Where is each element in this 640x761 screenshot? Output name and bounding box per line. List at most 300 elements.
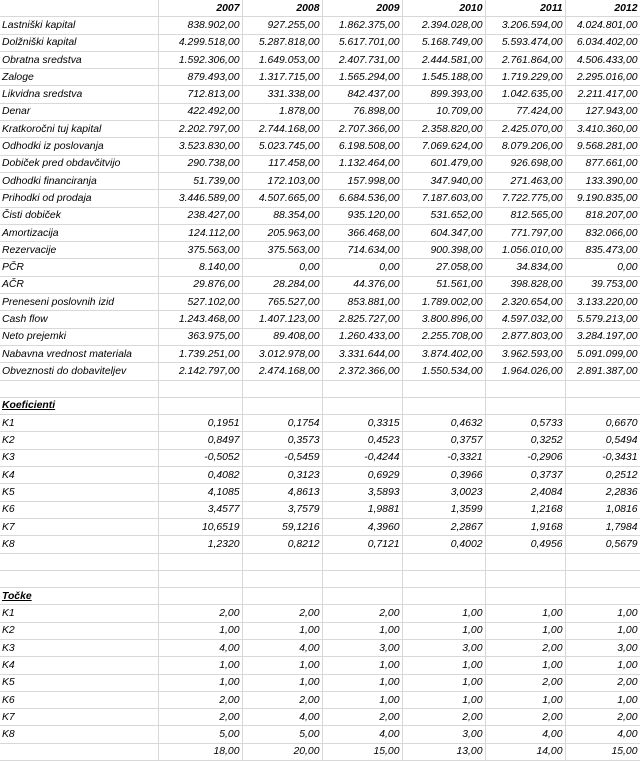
value-cell[interactable]: 2.877.803,00 bbox=[485, 328, 565, 345]
value-cell[interactable]: 39.753,00 bbox=[565, 276, 640, 293]
value-cell[interactable]: 5,00 bbox=[158, 726, 242, 743]
value-cell[interactable]: 0,1754 bbox=[242, 415, 322, 432]
value-cell[interactable]: 347.940,00 bbox=[402, 172, 485, 189]
value-cell[interactable]: 10.709,00 bbox=[402, 103, 485, 120]
value-cell[interactable]: 0,5679 bbox=[565, 536, 640, 553]
value-cell[interactable]: 1,00 bbox=[242, 674, 322, 691]
value-cell[interactable]: 832.066,00 bbox=[565, 224, 640, 241]
value-cell[interactable]: 2.444.581,00 bbox=[402, 51, 485, 68]
row-label-cell[interactable]: Prihodki od prodaja bbox=[0, 190, 158, 207]
value-cell[interactable]: 1,00 bbox=[322, 674, 402, 691]
value-cell[interactable]: 1,00 bbox=[242, 622, 322, 639]
value-cell[interactable]: 2.394.028,00 bbox=[402, 17, 485, 34]
value-cell[interactable]: 812.565,00 bbox=[485, 207, 565, 224]
empty-cell[interactable] bbox=[402, 588, 485, 605]
empty-cell[interactable] bbox=[485, 380, 565, 397]
row-label-cell[interactable]: Obveznosti do dobaviteljev bbox=[0, 363, 158, 380]
value-cell[interactable]: 2.372.366,00 bbox=[322, 363, 402, 380]
value-cell[interactable]: 27.058,00 bbox=[402, 259, 485, 276]
row-label-cell[interactable]: K8 bbox=[0, 726, 158, 743]
value-cell[interactable]: 51.561,00 bbox=[402, 276, 485, 293]
row-label-cell[interactable]: Preneseni poslovnih izid bbox=[0, 294, 158, 311]
value-cell[interactable]: 0,3966 bbox=[402, 467, 485, 484]
value-cell[interactable]: 2.891.387,00 bbox=[565, 363, 640, 380]
value-cell[interactable]: 0,3737 bbox=[485, 467, 565, 484]
value-cell[interactable]: 5.287.818,00 bbox=[242, 34, 322, 51]
value-cell[interactable]: 0,3123 bbox=[242, 467, 322, 484]
value-cell[interactable]: -0,2906 bbox=[485, 449, 565, 466]
value-cell[interactable]: 0,6929 bbox=[322, 467, 402, 484]
value-cell[interactable]: 1.056.010,00 bbox=[485, 242, 565, 259]
value-cell[interactable]: 1.407.123,00 bbox=[242, 311, 322, 328]
value-cell[interactable]: 3.962.593,00 bbox=[485, 345, 565, 362]
value-cell[interactable]: 34.834,00 bbox=[485, 259, 565, 276]
empty-cell[interactable] bbox=[158, 397, 242, 414]
value-cell[interactable]: 3.410.360,00 bbox=[565, 121, 640, 138]
value-cell[interactable]: 2.707.366,00 bbox=[322, 121, 402, 138]
value-cell[interactable]: 44.376,00 bbox=[322, 276, 402, 293]
empty-cell[interactable] bbox=[485, 397, 565, 414]
value-cell[interactable]: 28.284,00 bbox=[242, 276, 322, 293]
value-cell[interactable]: 290.738,00 bbox=[158, 155, 242, 172]
value-cell[interactable]: 3,4577 bbox=[158, 501, 242, 518]
row-label-cell[interactable]: Denar bbox=[0, 103, 158, 120]
value-cell[interactable]: 0,4002 bbox=[402, 536, 485, 553]
value-cell[interactable]: 5.593.474,00 bbox=[485, 34, 565, 51]
value-cell[interactable]: 765.527,00 bbox=[242, 294, 322, 311]
value-cell[interactable]: 2,00 bbox=[485, 709, 565, 726]
row-label-cell[interactable]: Kratkoročni tuj kapital bbox=[0, 121, 158, 138]
value-cell[interactable]: 375.563,00 bbox=[242, 242, 322, 259]
value-cell[interactable]: 0,6670 bbox=[565, 415, 640, 432]
value-cell[interactable]: 1,00 bbox=[485, 691, 565, 708]
value-cell[interactable]: 877.661,00 bbox=[565, 155, 640, 172]
value-cell[interactable]: 10,6519 bbox=[158, 518, 242, 535]
empty-cell[interactable] bbox=[402, 570, 485, 587]
value-cell[interactable]: 0,3252 bbox=[485, 432, 565, 449]
value-cell[interactable]: 1.739.251,00 bbox=[158, 345, 242, 362]
value-cell[interactable]: 2,00 bbox=[158, 691, 242, 708]
empty-cell[interactable] bbox=[158, 588, 242, 605]
value-cell[interactable]: 0,1951 bbox=[158, 415, 242, 432]
row-label-cell[interactable]: Dolžniški kapital bbox=[0, 34, 158, 51]
value-cell[interactable]: 59,1216 bbox=[242, 518, 322, 535]
value-cell[interactable]: 4,00 bbox=[485, 726, 565, 743]
empty-cell[interactable] bbox=[158, 380, 242, 397]
value-cell[interactable]: 835.473,00 bbox=[565, 242, 640, 259]
total-cell[interactable]: 15,00 bbox=[565, 743, 640, 760]
row-label-cell[interactable]: Odhodki financiranja bbox=[0, 172, 158, 189]
value-cell[interactable]: 8.079.206,00 bbox=[485, 138, 565, 155]
value-cell[interactable]: 5.023.745,00 bbox=[242, 138, 322, 155]
empty-cell[interactable] bbox=[0, 380, 158, 397]
empty-cell[interactable] bbox=[158, 553, 242, 570]
value-cell[interactable]: 5.091.099,00 bbox=[565, 345, 640, 362]
row-label-cell[interactable]: Odhodki iz poslovanja bbox=[0, 138, 158, 155]
value-cell[interactable]: 7.187.603,00 bbox=[402, 190, 485, 207]
value-cell[interactable]: 0,3573 bbox=[242, 432, 322, 449]
value-cell[interactable]: 2,00 bbox=[158, 605, 242, 622]
value-cell[interactable]: 1.789.002,00 bbox=[402, 294, 485, 311]
empty-cell[interactable] bbox=[402, 380, 485, 397]
value-cell[interactable]: 6.034.402,00 bbox=[565, 34, 640, 51]
value-cell[interactable]: -0,5459 bbox=[242, 449, 322, 466]
value-cell[interactable]: 3.133.220,00 bbox=[565, 294, 640, 311]
value-cell[interactable]: 1.243.468,00 bbox=[158, 311, 242, 328]
value-cell[interactable]: 4.597.032,00 bbox=[485, 311, 565, 328]
year-header[interactable]: 2010 bbox=[402, 0, 485, 17]
value-cell[interactable]: 2,00 bbox=[402, 709, 485, 726]
value-cell[interactable]: 0,4082 bbox=[158, 467, 242, 484]
value-cell[interactable]: 1.565.294,00 bbox=[322, 69, 402, 86]
row-label-cell[interactable]: Dobiček pred obdavčitvijo bbox=[0, 155, 158, 172]
value-cell[interactable]: 172.103,00 bbox=[242, 172, 322, 189]
row-label-cell[interactable]: K4 bbox=[0, 467, 158, 484]
value-cell[interactable]: 527.102,00 bbox=[158, 294, 242, 311]
value-cell[interactable]: 398.828,00 bbox=[485, 276, 565, 293]
value-cell[interactable]: 1,00 bbox=[158, 622, 242, 639]
value-cell[interactable]: 124.112,00 bbox=[158, 224, 242, 241]
value-cell[interactable]: 157.998,00 bbox=[322, 172, 402, 189]
value-cell[interactable]: 89.408,00 bbox=[242, 328, 322, 345]
empty-cell[interactable] bbox=[485, 588, 565, 605]
empty-cell[interactable] bbox=[0, 570, 158, 587]
row-label-cell[interactable]: Obratna sredstva bbox=[0, 51, 158, 68]
value-cell[interactable]: 5.168.749,00 bbox=[402, 34, 485, 51]
value-cell[interactable]: 1.964.026,00 bbox=[485, 363, 565, 380]
value-cell[interactable]: 2.744.168,00 bbox=[242, 121, 322, 138]
value-cell[interactable]: 1.592.306,00 bbox=[158, 51, 242, 68]
value-cell[interactable]: 0,3315 bbox=[322, 415, 402, 432]
value-cell[interactable]: 3,00 bbox=[402, 639, 485, 656]
value-cell[interactable]: 1,00 bbox=[485, 605, 565, 622]
value-cell[interactable]: 0,4956 bbox=[485, 536, 565, 553]
value-cell[interactable]: 5.617.701,00 bbox=[322, 34, 402, 51]
value-cell[interactable]: 6.684.536,00 bbox=[322, 190, 402, 207]
value-cell[interactable]: 879.493,00 bbox=[158, 69, 242, 86]
value-cell[interactable]: 2,00 bbox=[242, 605, 322, 622]
empty-cell[interactable] bbox=[402, 397, 485, 414]
row-label-cell[interactable]: Amortizacija bbox=[0, 224, 158, 241]
value-cell[interactable]: 899.393,00 bbox=[402, 86, 485, 103]
corner-cell[interactable] bbox=[0, 0, 158, 17]
value-cell[interactable]: 1.719.229,00 bbox=[485, 69, 565, 86]
empty-cell[interactable] bbox=[565, 553, 640, 570]
value-cell[interactable]: 4,8613 bbox=[242, 484, 322, 501]
value-cell[interactable]: 1,00 bbox=[485, 622, 565, 639]
empty-cell[interactable] bbox=[565, 570, 640, 587]
value-cell[interactable]: 77.424,00 bbox=[485, 103, 565, 120]
empty-cell[interactable] bbox=[322, 588, 402, 605]
value-cell[interactable]: 3.874.402,00 bbox=[402, 345, 485, 362]
value-cell[interactable]: 2,00 bbox=[158, 709, 242, 726]
empty-cell[interactable] bbox=[158, 570, 242, 587]
empty-cell[interactable] bbox=[242, 397, 322, 414]
value-cell[interactable]: 1,0816 bbox=[565, 501, 640, 518]
value-cell[interactable]: 1,2320 bbox=[158, 536, 242, 553]
row-label-cell[interactable]: Nabavna vrednost materiala bbox=[0, 345, 158, 362]
value-cell[interactable]: 375.563,00 bbox=[158, 242, 242, 259]
value-cell[interactable]: 1.042.635,00 bbox=[485, 86, 565, 103]
total-cell[interactable]: 14,00 bbox=[485, 743, 565, 760]
value-cell[interactable]: 2.202.797,00 bbox=[158, 121, 242, 138]
value-cell[interactable]: -0,4244 bbox=[322, 449, 402, 466]
value-cell[interactable]: 2.407.731,00 bbox=[322, 51, 402, 68]
value-cell[interactable]: 4,00 bbox=[242, 709, 322, 726]
value-cell[interactable]: 4,1085 bbox=[158, 484, 242, 501]
value-cell[interactable]: 2.761.864,00 bbox=[485, 51, 565, 68]
value-cell[interactable]: 2.825.727,00 bbox=[322, 311, 402, 328]
value-cell[interactable]: 771.797,00 bbox=[485, 224, 565, 241]
value-cell[interactable]: 4.299.518,00 bbox=[158, 34, 242, 51]
value-cell[interactable]: 1,00 bbox=[158, 674, 242, 691]
value-cell[interactable]: 1.550.534,00 bbox=[402, 363, 485, 380]
value-cell[interactable]: 205.963,00 bbox=[242, 224, 322, 241]
value-cell[interactable]: 0,4523 bbox=[322, 432, 402, 449]
value-cell[interactable]: 927.255,00 bbox=[242, 17, 322, 34]
value-cell[interactable]: 1,00 bbox=[402, 622, 485, 639]
value-cell[interactable]: 331.338,00 bbox=[242, 86, 322, 103]
value-cell[interactable]: 2,2867 bbox=[402, 518, 485, 535]
value-cell[interactable]: 1,7984 bbox=[565, 518, 640, 535]
empty-cell[interactable] bbox=[402, 553, 485, 570]
row-label-cell[interactable]: K5 bbox=[0, 484, 158, 501]
row-label-cell[interactable]: K2 bbox=[0, 432, 158, 449]
value-cell[interactable]: 1,9168 bbox=[485, 518, 565, 535]
row-label-cell[interactable]: Čisti dobiček bbox=[0, 207, 158, 224]
empty-cell[interactable] bbox=[485, 570, 565, 587]
empty-cell[interactable] bbox=[242, 380, 322, 397]
value-cell[interactable]: 1,3599 bbox=[402, 501, 485, 518]
value-cell[interactable]: 4,3960 bbox=[322, 518, 402, 535]
value-cell[interactable]: 6.198.508,00 bbox=[322, 138, 402, 155]
value-cell[interactable]: 8.140,00 bbox=[158, 259, 242, 276]
row-label-cell[interactable]: K6 bbox=[0, 691, 158, 708]
value-cell[interactable]: 1,00 bbox=[402, 605, 485, 622]
value-cell[interactable]: 2.358.820,00 bbox=[402, 121, 485, 138]
row-label-cell[interactable]: Zaloge bbox=[0, 69, 158, 86]
value-cell[interactable]: 1,00 bbox=[565, 657, 640, 674]
year-header[interactable]: 2009 bbox=[322, 0, 402, 17]
value-cell[interactable]: 1.545.188,00 bbox=[402, 69, 485, 86]
value-cell[interactable]: 3,00 bbox=[402, 726, 485, 743]
value-cell[interactable]: 0,3757 bbox=[402, 432, 485, 449]
value-cell[interactable]: 133.390,00 bbox=[565, 172, 640, 189]
year-header[interactable]: 2012 bbox=[565, 0, 640, 17]
row-label-cell[interactable]: K5 bbox=[0, 674, 158, 691]
value-cell[interactable]: 76.898,00 bbox=[322, 103, 402, 120]
value-cell[interactable]: 2.142.797,00 bbox=[158, 363, 242, 380]
row-label-cell[interactable]: K7 bbox=[0, 709, 158, 726]
row-label-cell[interactable]: AČR bbox=[0, 276, 158, 293]
empty-cell[interactable] bbox=[565, 397, 640, 414]
row-label-cell[interactable]: Lastniški kapital bbox=[0, 17, 158, 34]
value-cell[interactable]: 363.975,00 bbox=[158, 328, 242, 345]
row-label-cell[interactable]: Cash flow bbox=[0, 311, 158, 328]
section-title-cell[interactable]: Točke bbox=[0, 588, 158, 605]
value-cell[interactable]: 601.479,00 bbox=[402, 155, 485, 172]
value-cell[interactable]: 366.468,00 bbox=[322, 224, 402, 241]
value-cell[interactable]: 1.649.053,00 bbox=[242, 51, 322, 68]
value-cell[interactable]: 238.427,00 bbox=[158, 207, 242, 224]
value-cell[interactable]: 1.260.433,00 bbox=[322, 328, 402, 345]
value-cell[interactable]: 1,00 bbox=[402, 657, 485, 674]
value-cell[interactable]: 271.463,00 bbox=[485, 172, 565, 189]
empty-cell[interactable] bbox=[322, 380, 402, 397]
year-header[interactable]: 2007 bbox=[158, 0, 242, 17]
value-cell[interactable]: 51.739,00 bbox=[158, 172, 242, 189]
value-cell[interactable]: 1,00 bbox=[402, 691, 485, 708]
value-cell[interactable]: 29.876,00 bbox=[158, 276, 242, 293]
value-cell[interactable]: 0,7121 bbox=[322, 536, 402, 553]
value-cell[interactable]: 0,8497 bbox=[158, 432, 242, 449]
value-cell[interactable]: 2.211.417,00 bbox=[565, 86, 640, 103]
value-cell[interactable]: 3.331.644,00 bbox=[322, 345, 402, 362]
value-cell[interactable]: 1.132.464,00 bbox=[322, 155, 402, 172]
value-cell[interactable]: 1,00 bbox=[485, 657, 565, 674]
row-label-cell[interactable]: PČR bbox=[0, 259, 158, 276]
value-cell[interactable]: 2,00 bbox=[242, 691, 322, 708]
value-cell[interactable]: 4,00 bbox=[242, 639, 322, 656]
row-label-cell[interactable]: K8 bbox=[0, 536, 158, 553]
value-cell[interactable]: 0,8212 bbox=[242, 536, 322, 553]
value-cell[interactable]: 2.474.168,00 bbox=[242, 363, 322, 380]
year-header[interactable]: 2008 bbox=[242, 0, 322, 17]
value-cell[interactable]: 127.943,00 bbox=[565, 103, 640, 120]
total-cell[interactable]: 18,00 bbox=[158, 743, 242, 760]
row-label-cell[interactable]: Rezervacije bbox=[0, 242, 158, 259]
value-cell[interactable]: 1,00 bbox=[242, 657, 322, 674]
value-cell[interactable]: 4,00 bbox=[322, 726, 402, 743]
row-label-cell[interactable]: K1 bbox=[0, 415, 158, 432]
value-cell[interactable]: -0,5052 bbox=[158, 449, 242, 466]
value-cell[interactable]: 4.507.665,00 bbox=[242, 190, 322, 207]
empty-cell[interactable] bbox=[322, 397, 402, 414]
empty-cell[interactable] bbox=[242, 570, 322, 587]
value-cell[interactable]: 2,00 bbox=[565, 674, 640, 691]
row-label-cell[interactable]: K4 bbox=[0, 657, 158, 674]
empty-cell[interactable] bbox=[0, 553, 158, 570]
value-cell[interactable]: 0,2512 bbox=[565, 467, 640, 484]
value-cell[interactable]: 5.579.213,00 bbox=[565, 311, 640, 328]
value-cell[interactable]: 900.398,00 bbox=[402, 242, 485, 259]
value-cell[interactable]: 3,00 bbox=[322, 639, 402, 656]
value-cell[interactable]: 7.722.775,00 bbox=[485, 190, 565, 207]
empty-cell[interactable] bbox=[565, 380, 640, 397]
value-cell[interactable]: 0,4632 bbox=[402, 415, 485, 432]
empty-cell[interactable] bbox=[242, 588, 322, 605]
value-cell[interactable]: 712.813,00 bbox=[158, 86, 242, 103]
value-cell[interactable]: 3.446.589,00 bbox=[158, 190, 242, 207]
value-cell[interactable]: 714.634,00 bbox=[322, 242, 402, 259]
value-cell[interactable]: 818.207,00 bbox=[565, 207, 640, 224]
value-cell[interactable]: 4.024.801,00 bbox=[565, 17, 640, 34]
value-cell[interactable]: 7.069.624,00 bbox=[402, 138, 485, 155]
empty-cell[interactable] bbox=[322, 553, 402, 570]
value-cell[interactable]: 1.862.375,00 bbox=[322, 17, 402, 34]
value-cell[interactable]: 3,5893 bbox=[322, 484, 402, 501]
row-label-cell[interactable]: K6 bbox=[0, 501, 158, 518]
value-cell[interactable]: 0,5494 bbox=[565, 432, 640, 449]
value-cell[interactable]: 1,00 bbox=[565, 622, 640, 639]
value-cell[interactable]: 2.255.708,00 bbox=[402, 328, 485, 345]
value-cell[interactable]: 117.458,00 bbox=[242, 155, 322, 172]
value-cell[interactable]: 1,00 bbox=[565, 605, 640, 622]
row-label-cell[interactable]: K3 bbox=[0, 639, 158, 656]
value-cell[interactable]: 0,00 bbox=[322, 259, 402, 276]
value-cell[interactable]: 88.354,00 bbox=[242, 207, 322, 224]
total-cell[interactable]: 15,00 bbox=[322, 743, 402, 760]
value-cell[interactable]: -0,3321 bbox=[402, 449, 485, 466]
value-cell[interactable]: 1,00 bbox=[402, 674, 485, 691]
row-label-cell[interactable]: K1 bbox=[0, 605, 158, 622]
value-cell[interactable]: 1,2168 bbox=[485, 501, 565, 518]
value-cell[interactable]: 2.425.070,00 bbox=[485, 121, 565, 138]
value-cell[interactable]: 842.437,00 bbox=[322, 86, 402, 103]
year-header[interactable]: 2011 bbox=[485, 0, 565, 17]
value-cell[interactable]: 2,00 bbox=[485, 639, 565, 656]
value-cell[interactable]: 3.800.896,00 bbox=[402, 311, 485, 328]
value-cell[interactable]: 926.698,00 bbox=[485, 155, 565, 172]
section-title-cell[interactable]: Koeficienti bbox=[0, 397, 158, 414]
value-cell[interactable]: 3.523.830,00 bbox=[158, 138, 242, 155]
value-cell[interactable]: 9.190.835,00 bbox=[565, 190, 640, 207]
value-cell[interactable]: 935.120,00 bbox=[322, 207, 402, 224]
value-cell[interactable]: 3.012.978,00 bbox=[242, 345, 322, 362]
row-label-cell[interactable]: K7 bbox=[0, 518, 158, 535]
value-cell[interactable]: 2.320.654,00 bbox=[485, 294, 565, 311]
value-cell[interactable]: 4,00 bbox=[565, 726, 640, 743]
value-cell[interactable]: 1,00 bbox=[158, 657, 242, 674]
value-cell[interactable]: 3,7579 bbox=[242, 501, 322, 518]
value-cell[interactable]: 4.506.433,00 bbox=[565, 51, 640, 68]
value-cell[interactable]: 2,00 bbox=[565, 709, 640, 726]
value-cell[interactable]: 0,00 bbox=[565, 259, 640, 276]
value-cell[interactable]: 9.568.281,00 bbox=[565, 138, 640, 155]
value-cell[interactable]: 1,9881 bbox=[322, 501, 402, 518]
value-cell[interactable]: 3.284.197,00 bbox=[565, 328, 640, 345]
value-cell[interactable]: 4,00 bbox=[158, 639, 242, 656]
value-cell[interactable]: 1.317.715,00 bbox=[242, 69, 322, 86]
total-cell[interactable]: 20,00 bbox=[242, 743, 322, 760]
value-cell[interactable]: 604.347,00 bbox=[402, 224, 485, 241]
total-cell[interactable]: 13,00 bbox=[402, 743, 485, 760]
value-cell[interactable]: -0,3431 bbox=[565, 449, 640, 466]
value-cell[interactable]: 2,2836 bbox=[565, 484, 640, 501]
empty-cell[interactable] bbox=[485, 553, 565, 570]
row-label-cell[interactable]: K2 bbox=[0, 622, 158, 639]
value-cell[interactable]: 422.492,00 bbox=[158, 103, 242, 120]
row-label-cell[interactable]: K3 bbox=[0, 449, 158, 466]
value-cell[interactable]: 3,0023 bbox=[402, 484, 485, 501]
value-cell[interactable]: 2,00 bbox=[322, 709, 402, 726]
row-label-cell[interactable]: Likvidna sredstva bbox=[0, 86, 158, 103]
value-cell[interactable]: 2,4084 bbox=[485, 484, 565, 501]
value-cell[interactable]: 0,5733 bbox=[485, 415, 565, 432]
value-cell[interactable]: 3,00 bbox=[565, 639, 640, 656]
value-cell[interactable]: 531.652,00 bbox=[402, 207, 485, 224]
value-cell[interactable]: 3.206.594,00 bbox=[485, 17, 565, 34]
value-cell[interactable]: 5,00 bbox=[242, 726, 322, 743]
value-cell[interactable]: 838.902,00 bbox=[158, 17, 242, 34]
value-cell[interactable]: 1,00 bbox=[322, 691, 402, 708]
value-cell[interactable]: 1,00 bbox=[565, 691, 640, 708]
value-cell[interactable]: 1,00 bbox=[322, 657, 402, 674]
value-cell[interactable]: 1,00 bbox=[322, 622, 402, 639]
value-cell[interactable]: 2,00 bbox=[485, 674, 565, 691]
empty-cell[interactable] bbox=[322, 570, 402, 587]
value-cell[interactable]: 0,00 bbox=[242, 259, 322, 276]
